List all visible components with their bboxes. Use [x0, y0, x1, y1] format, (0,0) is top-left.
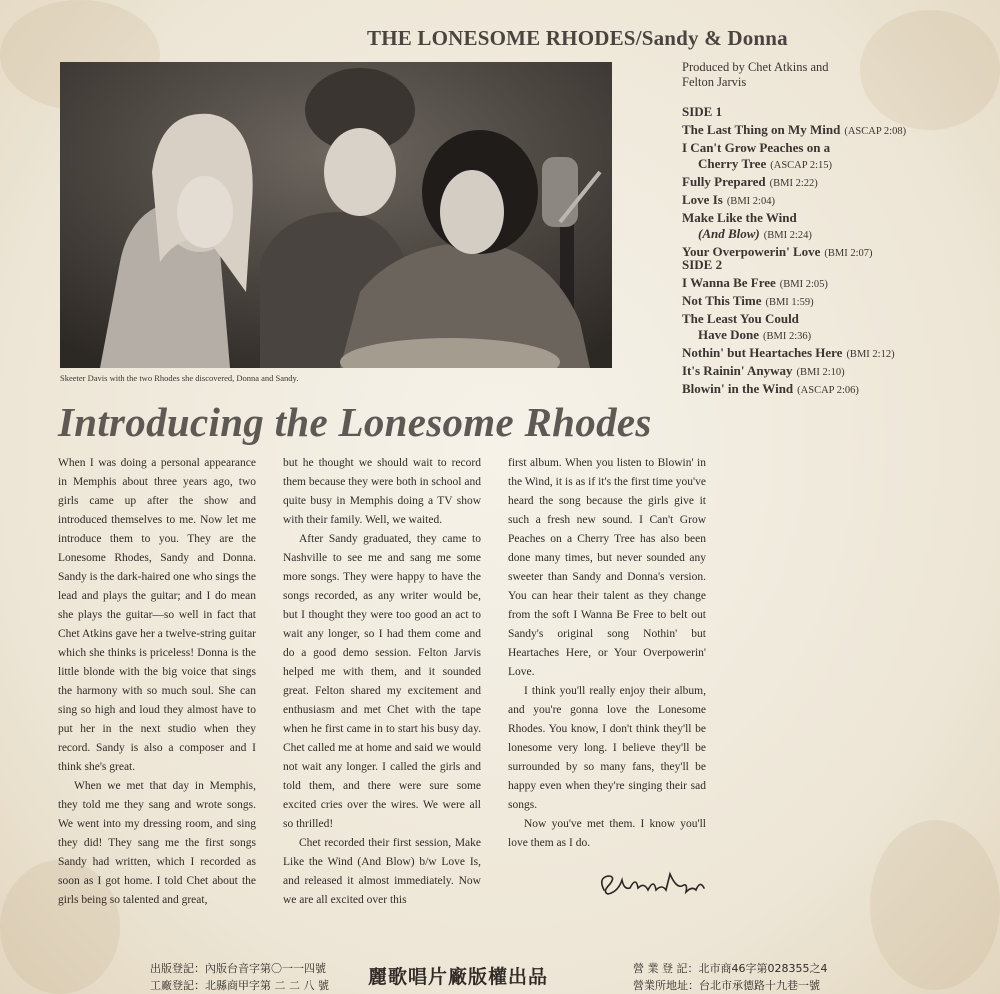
track-item: [682, 140, 906, 174]
track-item: [682, 275, 895, 293]
track-title: I Wanna Be Free: [682, 275, 776, 290]
track-item: [682, 293, 895, 311]
track-info: (BMI 2:07): [824, 248, 873, 259]
paper-stain: [870, 820, 1000, 990]
track-title: The Last Thing on My Mind: [682, 122, 841, 137]
side-heading: SIDE 2: [682, 257, 723, 272]
liner-paragraph: first album. When you listen to Blowin' in the Wind, it is as if it's the first time you've heard the song because the girls give it such a fresh new sound. I Can't Grow Peaches on a Cherry Tree has also been done many times, but never sounded any sweeter than Sandy and Donna's version. You can hear their talent as they change from the soft I Wanna Be Free to belt out Sandy's original song Nothin' but Heartaches Here, or Your Overpowerin' Love.: [508, 457, 706, 678]
track-info: (BMI 2:36): [763, 331, 812, 342]
track-title: Your Overpowerin' Love: [682, 244, 821, 259]
track-item: [682, 311, 895, 345]
liner-paragraph: When I was doing a personal appearance in Memphis about three years ago, two girls came up after the show and introduced themselves to me. Now let me introduce them to you. They are the Lonesome Rhodes, Sandy and Donna. Sandy is the dark-haired one who sings the lead and plays the guitar; and I do mean she plays the guitar—so well in fact that Chet Atkins gave her a twelve-string guitar which she thinks is priceless! Donna is the little blonde with the big voice that sings the harmony with so much soul. She can sing so high and loud they almost have to put her in the next studio when they record. Sandy is also a composer and I think she's great.: [58, 457, 257, 773]
liner-paragraph: but he thought we should wait to record them because they were both in school and quite busy in Memphis doing a TV show with their family. Well, we waited.: [283, 457, 481, 526]
track-info: (BMI 1:59): [765, 297, 814, 308]
track-info: (BMI 2:24): [763, 230, 812, 241]
liner-paragraph: Now you've met them. I know you'll love them as I do.: [508, 818, 706, 849]
track-title: It's Rainin' Anyway: [682, 363, 793, 378]
track-title-continued: Cherry Tree: [698, 156, 767, 171]
credit-line: Produced by Chet Atkins and: [682, 60, 829, 74]
liner-paragraph: Chet recorded their first session, Make Like the Wind (And Blow) b/w Love Is, and released it almost immediately. Now we are all excited over this: [283, 837, 481, 906]
footer-line: 營業所地址：台北市承德路十九巷一號: [633, 979, 820, 992]
liner-paragraph: When we met that day in Memphis, they told me they sang and wrote songs. We went into my dressing room, and sing they did! They sang me the first songs Sandy had written, which I recorded as soon as I got home. I told Chet about the girls being so talented and great,: [58, 780, 256, 906]
track-title-continued: Have Done: [698, 327, 760, 342]
track-title: Make Like the Wind: [682, 210, 797, 225]
credit-line: Felton Jarvis: [682, 75, 747, 89]
track-info: (ASCAP 2:15): [770, 160, 832, 171]
track-item: [682, 381, 895, 399]
footer-business-info: [633, 960, 827, 994]
track-title: Blowin' in the Wind: [682, 381, 794, 396]
track-title: Nothin' but Heartaches Here: [682, 345, 843, 360]
track-title: Not This Time: [682, 293, 762, 308]
track-item: [682, 210, 906, 244]
liner-notes-column-2: [283, 454, 481, 910]
track-info: (ASCAP 2:06): [797, 385, 859, 396]
photo-caption: Skeeter Davis with the two Rhodes she discovered, Donna and Sandy.: [60, 373, 299, 383]
track-title: I Can't Grow Peaches on a: [682, 140, 831, 155]
track-info: (ASCAP 2:08): [844, 126, 907, 137]
headline: Introducing the Lonesome Rhodes: [58, 399, 652, 445]
footer-publisher: 麗歌唱片廠版權出品: [368, 966, 549, 988]
track-info: (BMI 2:10): [796, 367, 845, 378]
footer-line: 營 業 登 記：北市商46字第028355之4: [633, 962, 828, 975]
liner-notes-column-3: [508, 454, 706, 853]
album-title: THE LONESOME RHODES/Sandy & Donna: [367, 26, 788, 50]
side-heading: SIDE 1: [682, 104, 723, 119]
track-item: [682, 363, 895, 381]
footer-registration: [150, 960, 329, 994]
track-info: (BMI 2:12): [846, 349, 895, 360]
side-2-tracklist: [682, 257, 895, 399]
track-info: (BMI 2:05): [779, 279, 828, 290]
track-title: The Least You Could: [682, 311, 799, 326]
track-item: [682, 122, 906, 140]
track-item: [682, 174, 906, 192]
footer-line: 出版登記：內版台音字第〇一一四號: [150, 962, 326, 975]
producer-credits: [682, 60, 829, 90]
side-1-tracklist: [682, 104, 906, 262]
track-title: Love Is: [682, 192, 723, 207]
band-photo-image: [60, 62, 612, 368]
band-photo: [60, 62, 612, 368]
track-item: [682, 345, 895, 363]
track-item: [682, 192, 906, 210]
track-info: (BMI 2:22): [769, 178, 818, 189]
footer-line: 工廠登記：北縣商甲字第 二 二 八 號: [150, 979, 329, 992]
signature: [596, 868, 708, 900]
track-title-continued: (And Blow): [698, 226, 760, 241]
track-title: Fully Prepared: [682, 174, 766, 189]
liner-notes-column-1: [58, 454, 256, 910]
liner-paragraph: After Sandy graduated, they came to Nashville to see me and sang me some more songs. They were happy to have the songs recorded, as any writer would be, but I thought they were too good an act to wait any longer, so I had them come and do a good demo session. Felton Jarvis helped me with them, and it sounded great. Felton shared my excitement and enthusiasm and met Chet with the tape when he first came in to start his busy day. Chet called me at home and said we would not wait any longer. I called the girls and told them, and there were sure some excited cries over the wires. We were all so thrilled!: [283, 533, 481, 830]
liner-paragraph: I think you'll really enjoy their album, and you're gonna love the Lonesome Rhodes. You know, I don't think they'll be lonesome very long. I believe they'll be surrounded by so many fans, they'll be happy even when they're singing their sad songs.: [508, 685, 706, 811]
track-info: (BMI 2:04): [726, 196, 775, 207]
